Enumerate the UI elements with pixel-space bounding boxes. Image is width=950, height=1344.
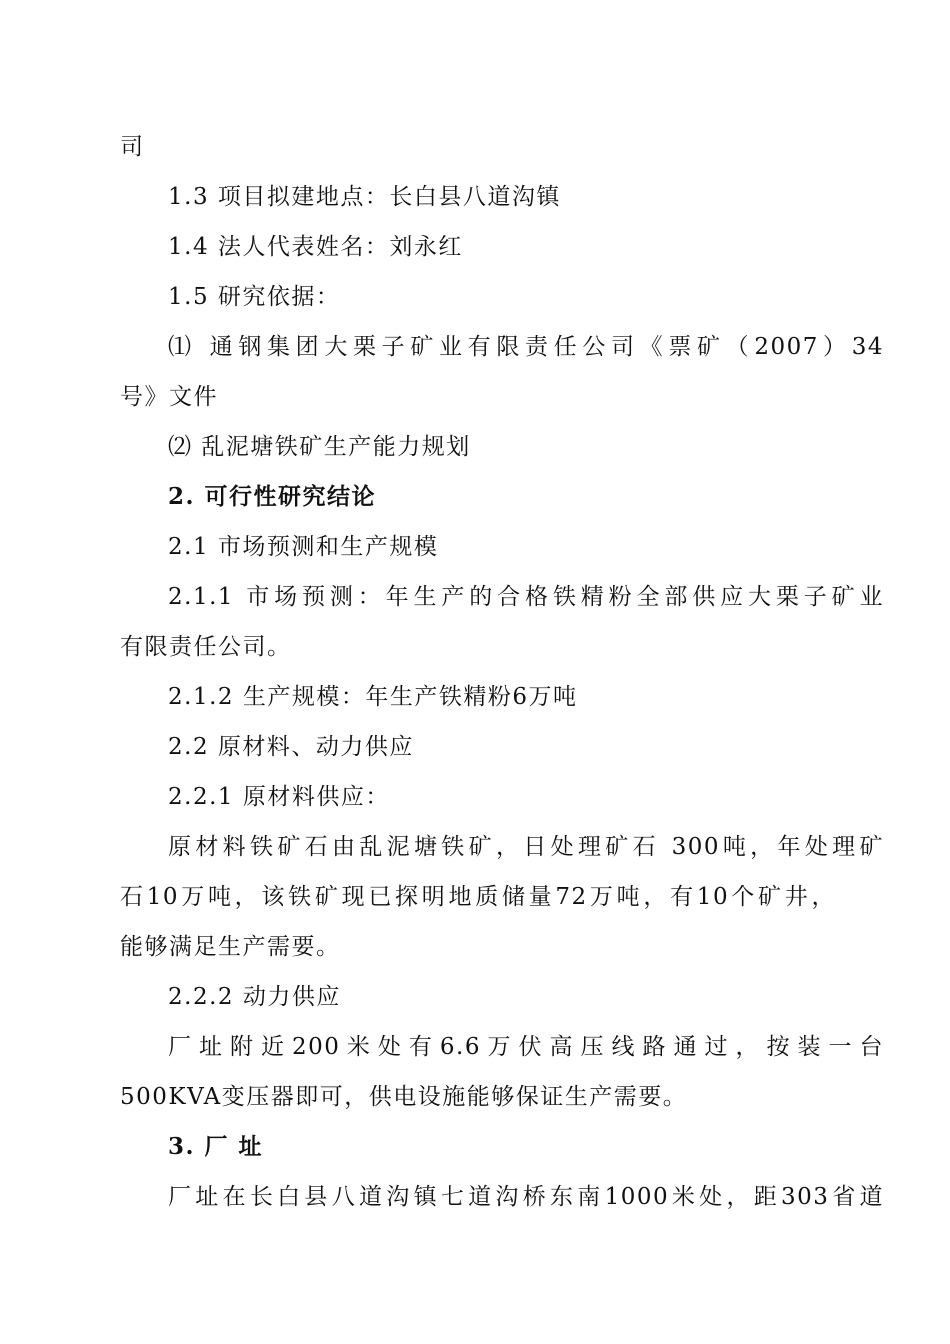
power-supply-paragraph-line-2: 500KVA变压器即可，供电设施能够保证生产需要。 — [120, 1084, 688, 1110]
section-3-heading: 3. 厂 址 — [168, 1133, 264, 1160]
section-1-3-line: 1.3 项目拟建地点：长白县八道沟镇 — [168, 184, 561, 210]
section-1-4-line: 1.4 法人代表姓名：刘永红 — [168, 234, 463, 260]
section-2-1-heading: 2.1 市场预测和生产规模 — [168, 534, 439, 560]
paragraph-line: 司 — [120, 134, 145, 160]
section-2-1-2-line: 2.1.2 生产规模：年生产铁精粉6万吨 — [168, 684, 578, 710]
section-2-1-1-continuation: 有限责任公司。 — [120, 634, 292, 660]
section-2-1-1-line: 2.1.1 市场预测：年生产的合格铁精粉全部供应大栗子矿业 — [168, 584, 884, 610]
raw-material-paragraph-line-1: 原材料铁矿石由乱泥塘铁矿，日处理矿石 300吨，年处理矿 — [168, 834, 884, 860]
raw-material-paragraph-line-3: 能够满足生产需要。 — [120, 934, 341, 960]
raw-material-paragraph-line-2: 石10万吨，该铁矿现已探明地质储量72万吨，有10个矿井， — [120, 884, 836, 910]
section-2-heading: 2. 可行性研究结论 — [168, 483, 377, 510]
basis-item-1-line: ⑴ 通钢集团大栗子矿业有限责任公司《票矿（2007）34 — [168, 334, 884, 360]
section-1-5-heading: 1.5 研究依据： — [168, 284, 341, 310]
power-supply-paragraph-line-1: 厂址附近200米处有6.6万伏高压线路通过，按装一台 — [168, 1034, 884, 1060]
section-2-2-2-heading: 2.2.2 动力供应 — [168, 984, 341, 1010]
section-2-2-heading: 2.2 原材料、动力供应 — [168, 734, 414, 760]
site-paragraph-line-1: 厂址在长白县八道沟镇七道沟桥东南1000米处，距303省道 — [168, 1184, 884, 1210]
section-2-2-1-heading: 2.2.1 原材料供应： — [168, 784, 390, 810]
basis-item-1-continuation: 号》文件 — [120, 384, 218, 410]
basis-item-2-line: ⑵ 乱泥塘铁矿生产能力规划 — [168, 434, 471, 460]
